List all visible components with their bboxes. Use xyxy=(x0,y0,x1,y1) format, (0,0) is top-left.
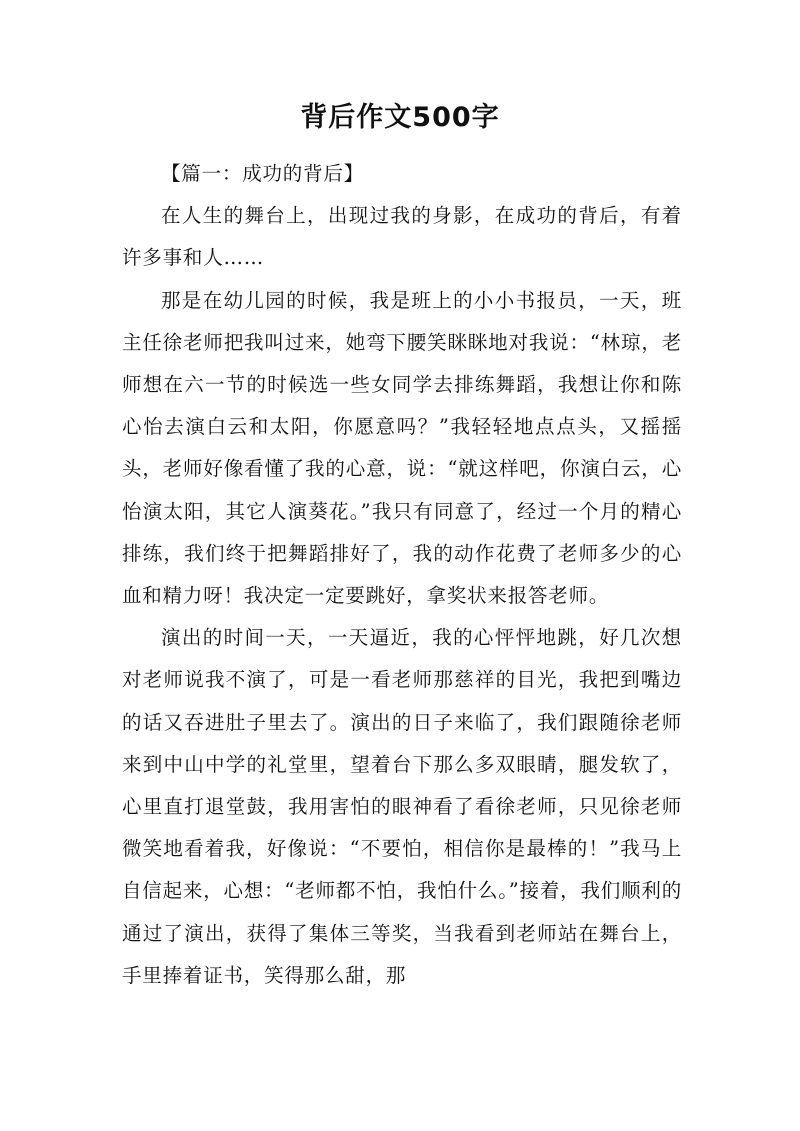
section-heading: 【篇一：成功的背后】 xyxy=(161,162,365,185)
document-title: 背后作文500字 xyxy=(300,102,500,133)
paragraph-3: 演出的时间一天，一天逼近，我的心怦怦地跳，好几次想对老师说我不演了，可是一看老师那慈祥的目光，我把到嘴边的话又吞进肚子里去了。演出的日子来临了，我们跟随徐老师来到中山中学的礼堂里，望着台下那么多双眼睛，腿发软了，心里直打退堂鼓，我用害怕的眼神看了看徐老师，只见徐老师微笑地看着我，好像说：“不要怕，相信你是最棒的！”我马上自信起来，心想：“老师都不怕，我怕什么。”接着，我们顺利的通过了演出，获得了集体三等奖，当我看到老师站在舞台上，手里捧着证书，笑得那么甜，那 xyxy=(122,626,682,987)
paragraph-2: 那是在幼儿园的时候，我是班上的小小书报员，一天，班主任徐老师把我叫过来，她弯下腰笑眯眯地对我说：“林琼，老师想在六一节的时候选一些女同学去排练舞蹈，我想让你和陈心怡去演白云和太阳，你愿意吗？”我轻轻地点点头，又摇摇头，老师好像看懂了我的心意，说：“就这样吧，你演白云，心怡演太阳，其它人演葵花。”我只有同意了，经过一个月的精心排练，我们终于把舞蹈排好了，我的动作花费了老师多少的心血和精力呀！我决定一定要跳好，拿奖状来报答老师。 xyxy=(122,288,682,608)
document-body xyxy=(122,153,682,997)
paragraph-1: 在人生的舞台上，出现过我的身影，在成功的背后，有着许多事和人…… xyxy=(122,204,682,270)
